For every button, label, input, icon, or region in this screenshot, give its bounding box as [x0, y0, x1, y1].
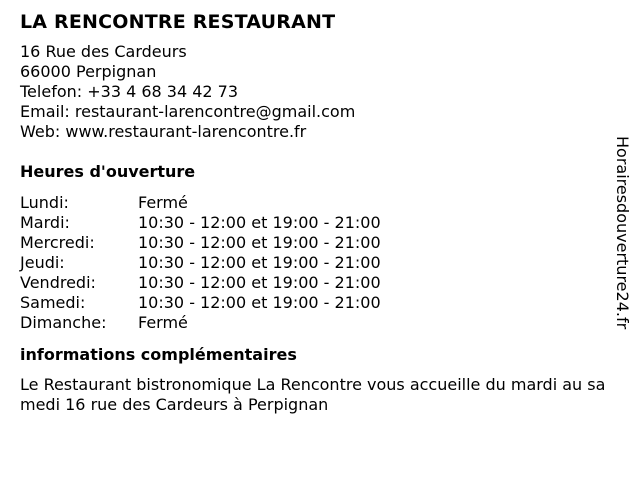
- day-label: Samedi:: [20, 293, 86, 312]
- phone-number: Telefon: +33 4 68 34 42 73: [20, 82, 239, 101]
- day-hours: Fermé: [138, 193, 188, 212]
- day-label: Mercredi:: [20, 233, 95, 252]
- hours-row-tuesday: [20, 213, 620, 233]
- restaurant-card: [20, 10, 620, 415]
- day-hours: 10:30 - 12:00 et 19:00 - 21:00: [138, 253, 381, 272]
- email-address: Email: restaurant-larencontre@gmail.com: [20, 102, 356, 121]
- website: Web: www.restaurant-larencontre.fr: [20, 122, 307, 141]
- address-block: [20, 42, 620, 142]
- site-watermark: Horairesdouverture24.fr: [613, 136, 632, 330]
- day-hours: 10:30 - 12:00 et 19:00 - 21:00: [138, 273, 381, 292]
- day-label: Lundi:: [20, 193, 69, 212]
- day-label: Vendredi:: [20, 273, 96, 292]
- day-label: Jeudi:: [20, 253, 65, 272]
- day-hours: 10:30 - 12:00 et 19:00 - 21:00: [138, 293, 381, 312]
- street-address: 16 Rue des Cardeurs: [20, 42, 187, 61]
- hours-row-sunday: [20, 313, 620, 333]
- day-label: Dimanche:: [20, 313, 107, 332]
- day-hours: Fermé: [138, 313, 188, 332]
- hours-row-monday: [20, 193, 620, 213]
- day-hours: 10:30 - 12:00 et 19:00 - 21:00: [138, 213, 381, 232]
- hours-row-wednesday: [20, 233, 620, 253]
- hours-row-friday: [20, 273, 620, 293]
- hours-row-saturday: [20, 293, 620, 313]
- day-hours: 10:30 - 12:00 et 19:00 - 21:00: [138, 233, 381, 252]
- info-description: Le Restaurant bistronomique La Rencontre vous accueille du mardi au samedi 16 rue des Cardeurs à Perpignan: [20, 375, 606, 414]
- info-heading: informations complémentaires: [20, 345, 297, 364]
- day-label: Mardi:: [20, 213, 70, 232]
- opening-hours-list: [20, 193, 620, 333]
- hours-row-thursday: [20, 253, 620, 273]
- restaurant-name: LA RENCONTRE RESTAURANT: [20, 11, 336, 33]
- hours-heading: Heures d'ouverture: [20, 162, 196, 181]
- city-postcode: 66000 Perpignan: [20, 62, 157, 81]
